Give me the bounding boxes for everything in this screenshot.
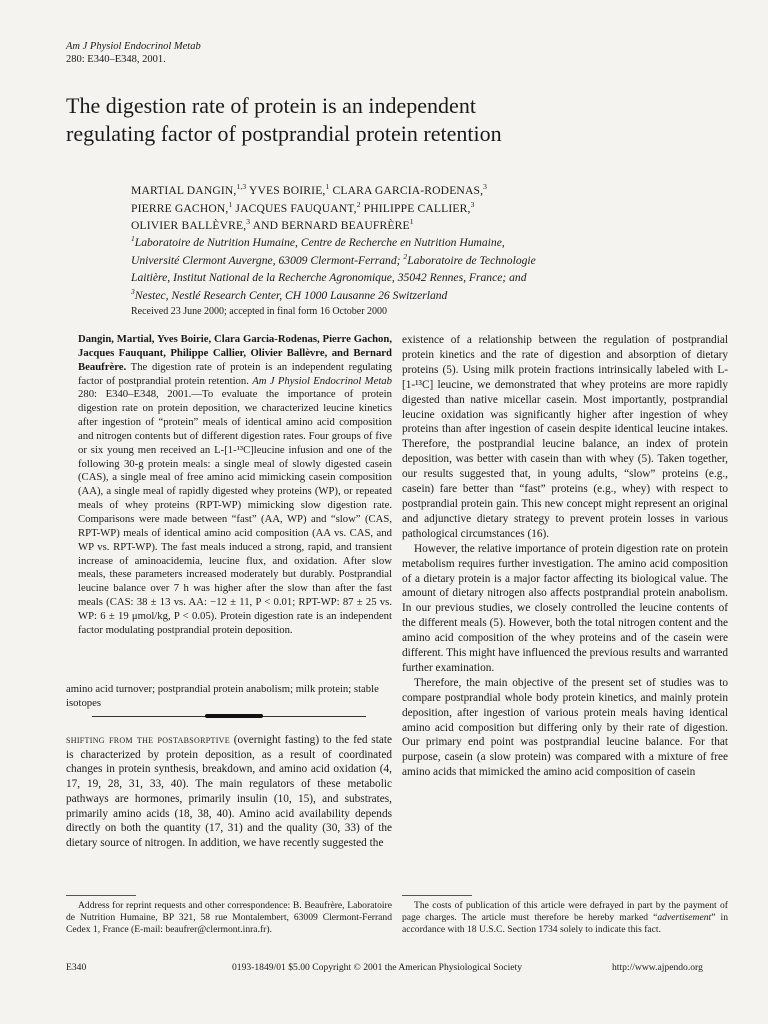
footnote-rule — [402, 895, 472, 896]
author-line-2 — [131, 200, 721, 218]
author-list — [131, 182, 721, 235]
abstract-paragraph — [66, 333, 392, 638]
section-divider-ornament — [205, 714, 263, 718]
author-name: OLIVIER BALLÈVRE, — [131, 219, 247, 233]
affiliation-text: Nestec, Nestlé Research Center, CH 1000 Lausanne 26 Switzerland — [134, 288, 448, 302]
affil-mark: 3 — [131, 286, 135, 296]
author-affil-mark: 3 — [246, 217, 251, 227]
affiliation-line — [131, 287, 731, 305]
author-line-1 — [131, 182, 721, 200]
page-charges-footnote — [402, 900, 728, 937]
author-name: JACQUES FAUQUANT, — [232, 201, 357, 215]
author-affil-mark: 2 — [356, 199, 361, 209]
paragraph: However, the relative importance of protein digestion rate on protein metabolism requires further investigation. The amino acid composition of a dietary protein is a major factor affecting its biological value. The amount of dietary nitrogen also affects postprandial protein anabolism. In our previous studies, we closely controlled the leucine contents of the different meals (5). However, both the total nitrogen content and the amino acid composition of the whey proteins and of the casein were different. This might have influenced the previous results and warranted further examination. — [402, 542, 728, 674]
footnote-text: The costs of publication of this article were defrayed in part by the payment of page charges. The article must therefore be hereby marked “ — [402, 900, 728, 924]
author-name: PIERRE GACHON, — [131, 201, 229, 215]
title-line-2: regulating factor of postprandial protein retention — [66, 121, 502, 146]
author-affil-mark: 1,3 — [236, 182, 247, 192]
footnote-text: Address for reprint requests and other correspondence: B. Beaufrère, Laboratoire de Nutrition Humaine, BP 321, 58 rue Montalembert, 63009 Clermont-Ferrand Cedex 1, France (E-mail: beaufrer@clermont.inra.fr). — [66, 900, 392, 936]
paragraph: Therefore, the main objective of the present set of studies was to compare postprandial whole body protein kinetics, and mainly protein deposition, after ingestion of various protein meals having identical amino acid composition but differing only by their rate of digestion. Our primary end point was postprandial leucine balance. For that purpose, casein (a slow protein) was compared with a mixture of free amino acids that mimicked the amino acid composition of casein — [402, 676, 728, 779]
affiliation-line — [131, 252, 731, 270]
author-affil-mark: 3 — [483, 182, 488, 192]
received-date: Received 23 June 2000; accepted in final form 16 October 2000 — [131, 306, 388, 317]
author-line-3 — [131, 217, 721, 235]
footnote-rule — [66, 895, 136, 896]
affil-mark: 1 — [131, 234, 135, 244]
author-name: YVES BOIRIE, — [246, 184, 326, 197]
affiliation-text: Laboratoire de Technologie — [407, 253, 536, 267]
journal-citation: 280: E340–E348, 2001. — [66, 54, 166, 65]
article-title — [66, 92, 706, 148]
abstract-title: The digestion rate of protein is an independent regulating factor of postprandial protein retention. — [78, 360, 392, 387]
affiliation-text: Laboratoire de Nutrition Humaine, Centre de Recherche en Nutrition Humaine, — [134, 236, 505, 249]
abstract-authors: Dangin, Martial, Yves Boirie, Clara Garcia-Rodenas, Pierre Gachon, Jacques Fauquant, Philippe Callier, Olivier Ballèvre, and Bernard Beaufrère. — [78, 333, 392, 373]
author-affil-mark: 3 — [470, 199, 475, 209]
footnote-text: ” in accordance with 18 U.S.C. Section 1734 solely to indicate this fact. — [402, 912, 728, 936]
affiliation-text: Laitière, Institut National de la Recherche Agronomique, 35042 Rennes, France; and — [131, 271, 527, 285]
copyright-line: 0193-1849/01 $5.00 Copyright © 2001 the American Physiological Society — [232, 962, 523, 973]
title-line-1: The digestion rate of protein is an independent — [66, 93, 476, 118]
abstract — [66, 333, 392, 638]
abstract-body: 280: E340–E348, 2001.—To evaluate the importance of protein digestion rate on protein deposition, we characterized leucine kinetics after ingestion of “protein” meals of identical amino acid composition and nitrogen contents but of different digestion rates. Four groups of five or six young men received an L-[1-¹³C]leucine infusion and one of the following 30-g protein meals: a single meal of slowly digested casein (CAS), a single meal of free amino acid mimicking casein composition (AA), a single meal of rapidly digested whey proteins (WP), or repeated meals of whey proteins (RPT-WP) mimicking slow digestion rate. Comparisons were made between “fast” (AA, WP) and “slow” (CAS, RPT-WP) meals of identical amino acid composition (AA vs. CAS, and WP vs. RPT-WP). The fast meals induced a strong, rapid, and transient increase of aminoacidemia, leucine flux, and oxidation. After slow meals, these parameters increased moderately but durably. Postprandial leucine balance over 7 h was higher after the slow than after the fast meals (CAS: 38 ± 13 vs. AA: −12 ± 11, P < 0.01; RPT-WP: 87 ± 25 vs. WP: 6 ± 19 μmol/kg, P < 0.05). Protein digestion rate is an independent factor modulating postprandial protein deposition. — [78, 388, 392, 636]
journal-header — [66, 40, 201, 66]
intro-smallcaps: shifting from the postabsorptive — [66, 734, 230, 746]
intro-right-column — [402, 333, 728, 780]
paragraph: existence of a relationship between the regulation of postprandial protein kinetics and the rate of digestion and absorption of dietary proteins (5). Using milk protein fractions intrinsically labeled with L-[1-¹³C] leucine, we demonstrated that whey proteins are more rapidly digested than native micellar casein. Most importantly, postprandial leucine oxidation was significantly higher after ingestion of whey proteins than after ingestion of casein despite identical leucine intakes. Therefore, the postprandial leucine balance, an index of protein deposition, was better with casein than with whey (5). Taken together, our results suggested that, in young adults, “slow” proteins (e.g., casein) fare better than “fast” proteins (e.g., whey) with respect to postprandial protein gain. This new concept might represent an original and adjunctive dietary strategy to prevent protein losses in various pathological circumstances (16). — [402, 334, 728, 540]
author-affil-mark: 1 — [325, 182, 330, 192]
page-number: E340 — [66, 962, 87, 973]
intro-text: (overnight fasting) to the fed state is characterized by protein deposition, as a result of coordinated changes in protein synthesis, breakdown, and amino acid oxidation (4, 17, 19, 28, 31, 33, 40). The main regulators of these metabolic pathways are hormones, primarily insulin (10, 15), and substrates, primarily amino acids (18, 38, 40). Amino acid availability depends directly on both the quantity (17, 31) and the quality (30, 33) of the dietary source of nitrogen. In addition, we have recently suggested the — [66, 734, 392, 849]
author-affil-mark: 1 — [228, 199, 233, 209]
author-name: PHILIPPE CALLIER, — [360, 201, 471, 215]
affil-mark: 2 — [403, 251, 408, 261]
abstract-journal: Am J Physiol Endocrinol Metab — [252, 374, 392, 387]
intro-left-column — [66, 733, 392, 851]
keywords: amino acid turnover; postprandial protein anabolism; milk protein; stable isotopes — [66, 683, 379, 709]
journal-url: http://www.ajpendo.org — [612, 962, 703, 973]
affiliation-line — [131, 269, 731, 287]
affiliation-text: Université Clermont Auvergne, 63009 Clermont-Ferrand; — [131, 253, 404, 267]
author-name: CLARA GARCIA-RODENAS, — [329, 184, 484, 197]
author-name: MARTIAL DANGIN, — [131, 184, 237, 197]
affiliation-line — [131, 234, 731, 252]
author-affil-mark: 1 — [409, 217, 414, 227]
affiliations — [131, 234, 731, 304]
author-name: AND BERNARD BEAUFRÈRE — [250, 219, 410, 233]
journal-name: Am J Physiol Endocrinol Metab — [66, 41, 201, 52]
footnote-italic: advertisement — [657, 912, 712, 924]
correspondence-footnote — [66, 900, 392, 937]
